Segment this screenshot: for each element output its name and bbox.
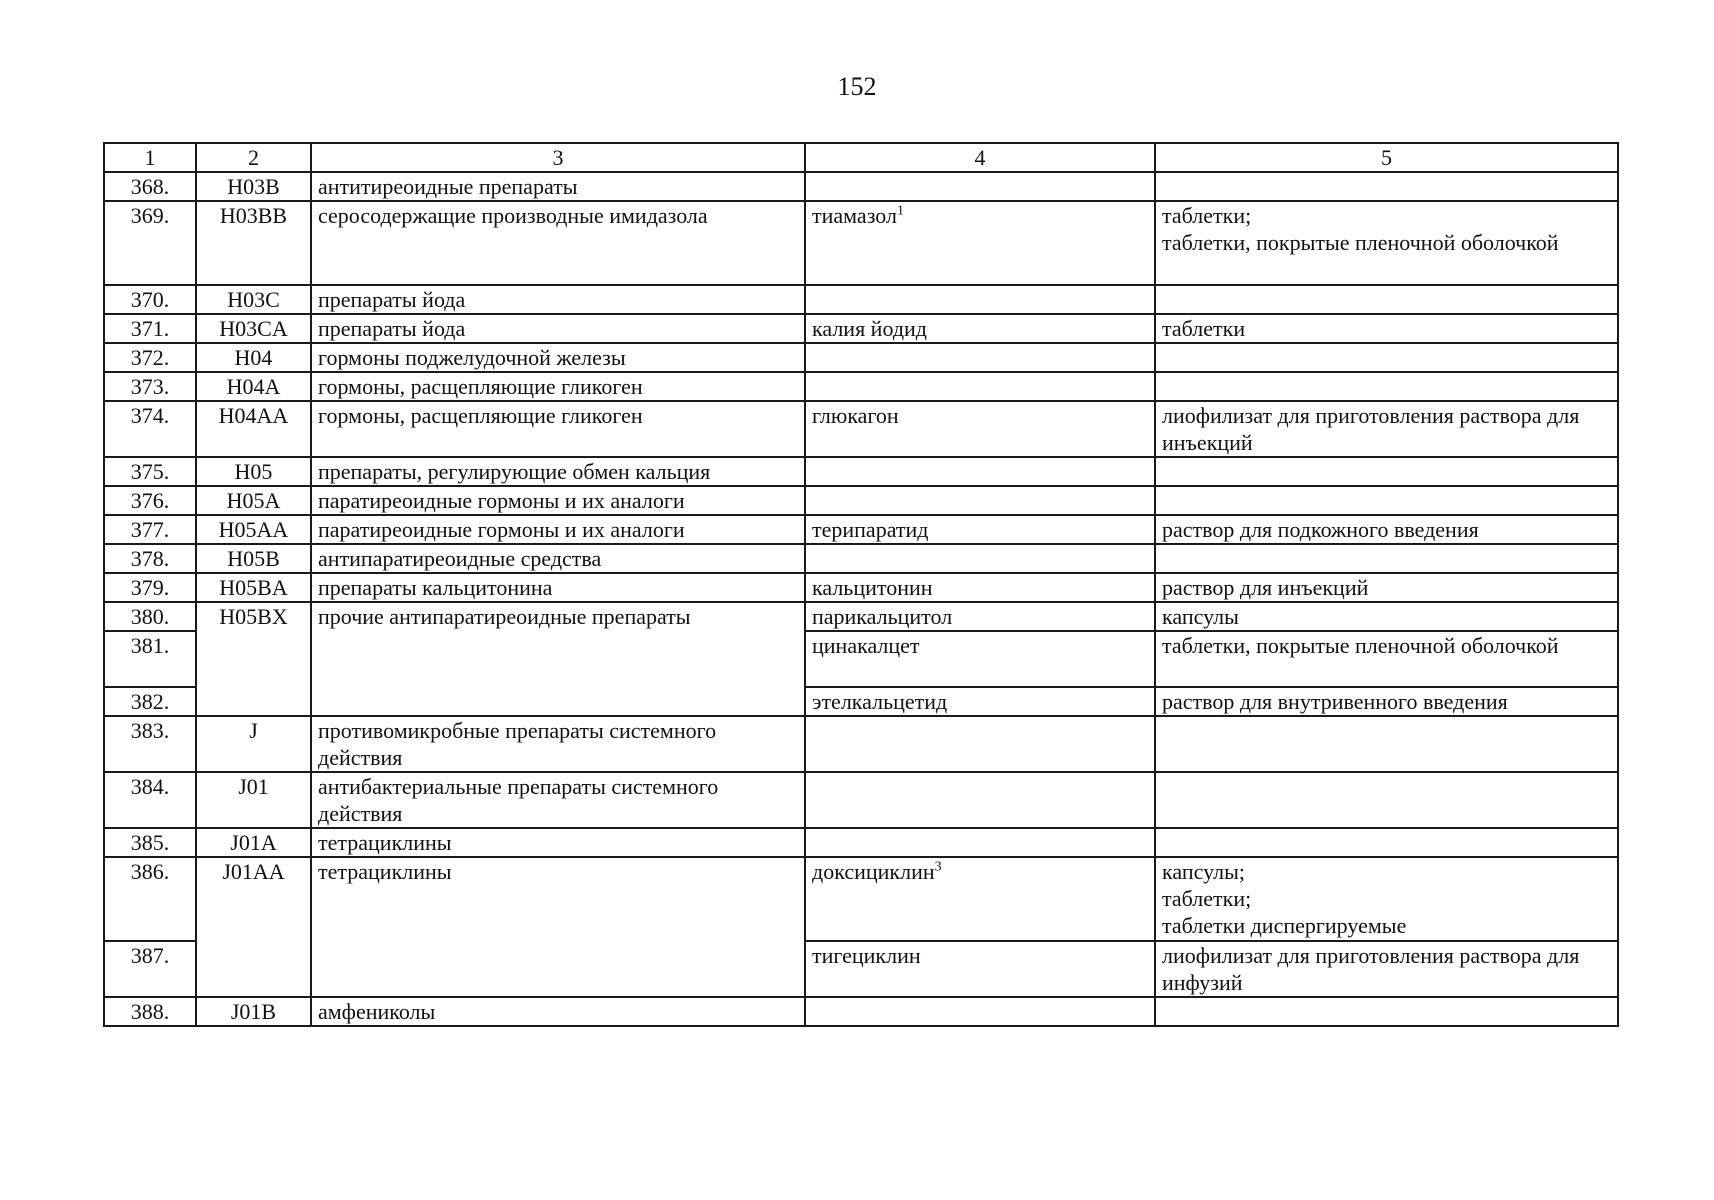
row-number: 385.: [104, 828, 196, 857]
group-name: гормоны, расщепляющие гликоген: [311, 401, 805, 457]
drug-name: парикальцитол: [805, 602, 1155, 631]
table-row: [104, 457, 1618, 486]
atc-code: H03C: [196, 285, 311, 314]
page-number: 152: [837, 72, 877, 101]
dosage-forms: [1155, 372, 1618, 401]
drug-name: [805, 372, 1155, 401]
drug-name: глюкагон: [805, 401, 1155, 457]
dosage-forms: [1155, 314, 1618, 343]
dosage-form: раствор для подкожного введения: [1162, 517, 1479, 542]
dosage-forms: [1155, 172, 1618, 201]
dosage-forms: [1155, 772, 1618, 828]
header-cell: 2: [196, 143, 311, 172]
drug-name: тигециклин: [805, 941, 1155, 997]
row-number: 383.: [104, 716, 196, 772]
drug-name-text: доксициклин: [812, 859, 935, 884]
dosage-forms: [1155, 997, 1618, 1026]
row-number: 378.: [104, 544, 196, 573]
drug-name: кальцитонин: [805, 573, 1155, 602]
dosage-form: капсулы;: [1162, 859, 1245, 884]
dosage-form: раствор для внутривенного введения: [1162, 689, 1508, 714]
drug-name: [805, 172, 1155, 201]
group-name: препараты йода: [311, 285, 805, 314]
row-number: 376.: [104, 486, 196, 515]
drug-name: [805, 544, 1155, 573]
atc-code: J01B: [196, 997, 311, 1026]
dosage-forms: [1155, 602, 1618, 631]
dosage-forms: [1155, 457, 1618, 486]
drug-name: терипаратид: [805, 515, 1155, 544]
group-name: тетрациклины: [311, 828, 805, 857]
row-number: 382.: [104, 687, 196, 716]
drug-name: [805, 201, 1155, 285]
drug-name: [805, 343, 1155, 372]
atc-code: H04AA: [196, 401, 311, 457]
row-number: 386.: [104, 857, 196, 941]
table-row: [104, 716, 1618, 772]
dosage-form: таблетки;: [1162, 886, 1252, 911]
group-name: препараты йода: [311, 314, 805, 343]
atc-code: J01AA: [196, 857, 311, 997]
group-name: гормоны поджелудочной железы: [311, 343, 805, 372]
row-number: 373.: [104, 372, 196, 401]
atc-code: J01: [196, 772, 311, 828]
drug-name: этелкальцетид: [805, 687, 1155, 716]
table-row: [104, 997, 1618, 1026]
row-number: 388.: [104, 997, 196, 1026]
row-number: 374.: [104, 401, 196, 457]
row-number: 371.: [104, 314, 196, 343]
atc-code: H05B: [196, 544, 311, 573]
dosage-forms: [1155, 828, 1618, 857]
dosage-form: таблетки диспергируемые: [1162, 913, 1407, 938]
row-number: 380.: [104, 602, 196, 631]
table-row: [104, 343, 1618, 372]
group-name: серосодержащие производные имидазола: [311, 201, 805, 285]
dosage-forms: [1155, 631, 1618, 687]
atc-code: H05: [196, 457, 311, 486]
drug-name: цинакалцет: [805, 631, 1155, 687]
table-row: [104, 172, 1618, 201]
dosage-forms: [1155, 573, 1618, 602]
table-row: [104, 486, 1618, 515]
atc-code: H05A: [196, 486, 311, 515]
footnote-marker: 1: [896, 203, 904, 219]
drug-table: [103, 142, 1619, 1027]
group-name: прочие антипаратиреоидные препараты: [311, 602, 805, 716]
drug-name: [805, 857, 1155, 941]
group-name: антибактериальные препараты системного действия: [311, 772, 805, 828]
table-row: [104, 544, 1618, 573]
row-number: 381.: [104, 631, 196, 687]
table-row: [104, 828, 1618, 857]
drug-name: [805, 828, 1155, 857]
table-row: [104, 314, 1618, 343]
row-number: 387.: [104, 941, 196, 997]
dosage-forms: [1155, 857, 1618, 941]
table-row: [104, 857, 1618, 941]
dosage-forms: [1155, 486, 1618, 515]
table-row: [104, 201, 1618, 285]
group-name: паратиреоидные гормоны и их аналоги: [311, 515, 805, 544]
dosage-form: лиофилизат для приготовления раствора для инъекций: [1162, 403, 1580, 455]
atc-code: H05BA: [196, 573, 311, 602]
drug-name: [805, 772, 1155, 828]
dosage-form: раствор для инъекций: [1162, 575, 1369, 600]
atc-code: H05AA: [196, 515, 311, 544]
table-row: [104, 401, 1618, 457]
dosage-forms: [1155, 544, 1618, 573]
header-cell: 4: [805, 143, 1155, 172]
header-cell: 1: [104, 143, 196, 172]
group-name: препараты кальцитонина: [311, 573, 805, 602]
dosage-forms: [1155, 687, 1618, 716]
row-number: 384.: [104, 772, 196, 828]
table-row: [104, 573, 1618, 602]
table-row: [104, 285, 1618, 314]
row-number: 372.: [104, 343, 196, 372]
dosage-form: таблетки: [1162, 316, 1246, 341]
group-name: препараты, регулирующие обмен кальция: [311, 457, 805, 486]
atc-code: H05BX: [196, 602, 311, 716]
row-number: 370.: [104, 285, 196, 314]
row-number: 375.: [104, 457, 196, 486]
group-name: паратиреоидные гормоны и их аналоги: [311, 486, 805, 515]
drug-name: калия йодид: [805, 314, 1155, 343]
drug-name: [805, 285, 1155, 314]
dosage-forms: [1155, 716, 1618, 772]
dosage-form: таблетки, покрытые пленочной оболочкой: [1162, 230, 1559, 255]
group-name: противомикробные препараты системного действия: [311, 716, 805, 772]
drug-name: [805, 486, 1155, 515]
group-name: тетрациклины: [311, 857, 805, 997]
row-number: 369.: [104, 201, 196, 285]
dosage-form: таблетки, покрытые пленочной оболочкой: [1162, 633, 1559, 658]
dosage-form: таблетки;: [1162, 203, 1252, 228]
atc-code: H03B: [196, 172, 311, 201]
dosage-forms: [1155, 401, 1618, 457]
drug-name: [805, 457, 1155, 486]
dosage-form: капсулы: [1162, 604, 1239, 629]
group-name: антипаратиреоидные средства: [311, 544, 805, 573]
group-name: гормоны, расщепляющие гликоген: [311, 372, 805, 401]
drug-name: [805, 997, 1155, 1026]
header-cell: 5: [1155, 143, 1618, 172]
table-header-row: [104, 143, 1618, 172]
atc-code: H03BB: [196, 201, 311, 285]
dosage-forms: [1155, 343, 1618, 372]
table-row: [104, 372, 1618, 401]
footnote-marker: 3: [934, 859, 942, 875]
group-name: антитиреоидные препараты: [311, 172, 805, 201]
row-number: 379.: [104, 573, 196, 602]
row-number: 368.: [104, 172, 196, 201]
atc-code: H03CA: [196, 314, 311, 343]
atc-code: J: [196, 716, 311, 772]
drug-name-text: тиамазол: [812, 203, 897, 228]
atc-code: H04A: [196, 372, 311, 401]
dosage-forms: [1155, 201, 1618, 285]
table-row: [104, 602, 1618, 631]
drug-name: [805, 716, 1155, 772]
dosage-form: лиофилизат для приготовления раствора для инфузий: [1162, 943, 1580, 995]
atc-code: H04: [196, 343, 311, 372]
table-row: [104, 772, 1618, 828]
table-row: [104, 515, 1618, 544]
atc-code: J01A: [196, 828, 311, 857]
header-cell: 3: [311, 143, 805, 172]
row-number: 377.: [104, 515, 196, 544]
dosage-forms: [1155, 285, 1618, 314]
group-name: амфениколы: [311, 997, 805, 1026]
dosage-forms: [1155, 941, 1618, 997]
dosage-forms: [1155, 515, 1618, 544]
